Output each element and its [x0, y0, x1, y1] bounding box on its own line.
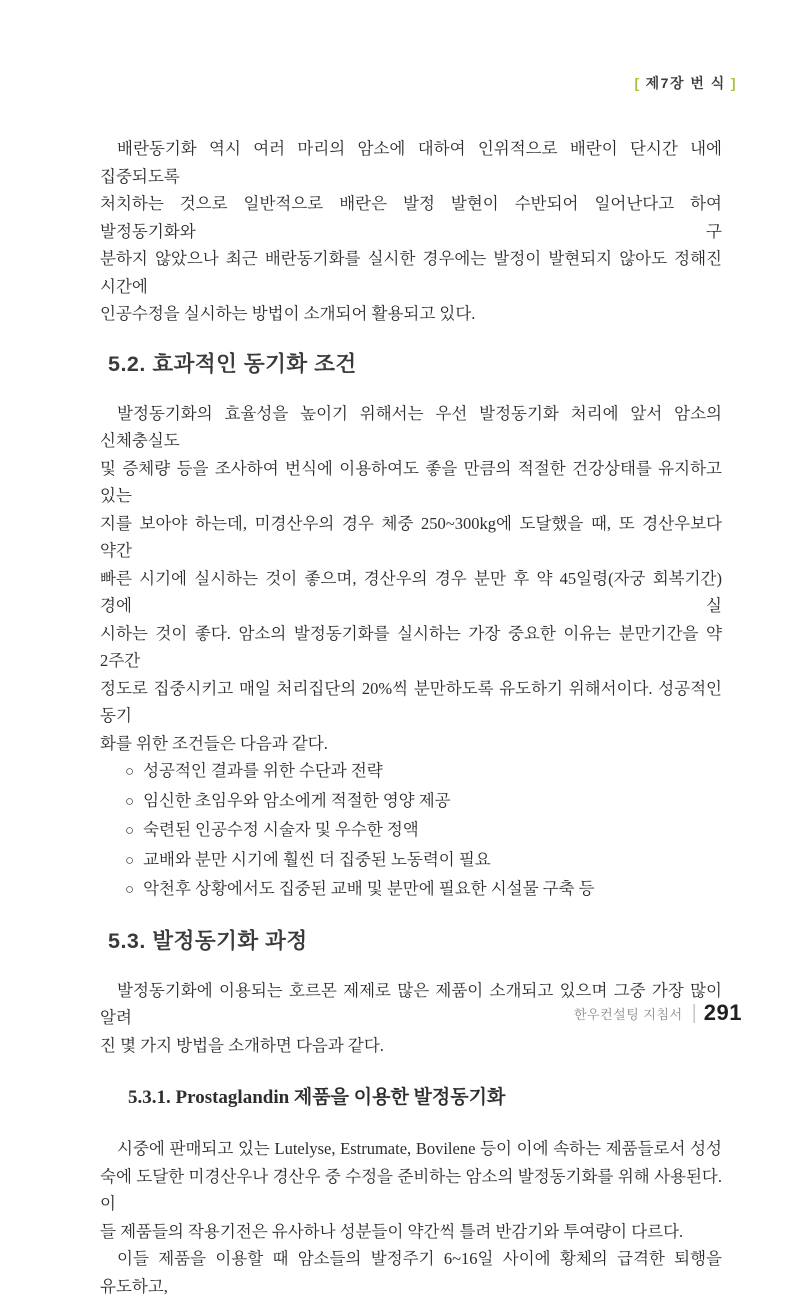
circle-bullet-icon: ○ [125, 764, 135, 780]
circle-bullet-icon: ○ [125, 823, 135, 839]
list-item-text: 숙련된 인공수정 시술자 및 우수한 정액 [143, 820, 419, 839]
list-item [125, 787, 722, 817]
bracket-open: [ [634, 75, 641, 91]
paragraph [100, 1245, 722, 1300]
list-item-text: 교배와 분만 시기에 훨씬 더 집중된 노동력이 필요 [143, 849, 491, 869]
paragraph [100, 1135, 722, 1245]
text-line: 이들 제품을 이용할 때 암소들의 발정주기 6~16일 사이에 황체의 급격한 퇴행을 유도하고, [100, 1249, 722, 1296]
text-line: 화를 위한 조건들은 다음과 같다. [100, 733, 328, 753]
list-item [125, 757, 722, 787]
paragraph [100, 400, 722, 758]
text-line: 지를 보아야 하는데, 미경산우의 경우 체중 250~300kg에 도달했을 때, 또 경산우보다 약간 [100, 513, 722, 560]
list-item [125, 816, 722, 846]
text-line: 들 제품들의 작용기전은 유사하나 성분들이 약간씩 틀려 반감기와 투여량이 다르다. [100, 1221, 684, 1241]
list-item [125, 875, 722, 905]
section-heading: 5.3. 발정동기화 과정 [108, 928, 308, 953]
list-item-text: 임신한 초임우와 암소에게 적절한 영양 제공 [143, 790, 451, 810]
text-line: 발정동기화의 효율성을 높이기 위해서는 우선 발정동기화 처리에 앞서 암소의 신체충실도 [100, 403, 722, 450]
footer-separator: | [691, 1001, 697, 1024]
chapter-header [634, 74, 737, 92]
text-line: 숙에 도달한 미경산우나 경산우 중 수정을 준비하는 암소의 발정동기화를 위해 사용된다. 이 [100, 1166, 722, 1213]
page-content [100, 135, 722, 1300]
page-number: 291 [703, 1000, 742, 1025]
text-line: 배란동기화 역시 여러 마리의 암소에 대하여 인위적으로 배란이 단시간 내에 집중되도록 [100, 139, 722, 186]
text-line: 발정동기화에 이용되는 호르몬 제제로 많은 제품이 소개되고 있으며 그중 가장 많이 알려 [100, 980, 722, 1027]
text-line: 시중에 판매되고 있는 Lutelyse, Estrumate, Bovilene 등이 이에 속하는 제품들로서 성성 [117, 1139, 722, 1158]
section-heading: 5.2. 효과적인 동기화 조건 [108, 351, 357, 376]
subsection-heading: 5.3.1. Prostaglandin 제품을 이용한 발정동기화 [128, 1087, 506, 1108]
chapter-title: 제7장 번 식 [645, 75, 726, 91]
text-line: 처치하는 것으로 일반적으로 배란은 발정 발현이 수반되어 일어난다고 하여 발정동기화와 구 [100, 194, 722, 241]
circle-bullet-icon: ○ [125, 852, 135, 869]
text-line: 인공수정을 실시하는 방법이 소개되어 활용되고 있다. [100, 304, 476, 323]
bracket-close: ] [730, 75, 737, 91]
text-line: 시하는 것이 좋다. 암소의 발정동기화를 실시하는 가장 중요한 이유는 분만기간을 약 2주간 [100, 623, 722, 670]
book-title: 한우컨설팅 지침서 [574, 1006, 683, 1022]
list-item-text: 성공적인 결과를 위한 수단과 전략 [143, 761, 383, 780]
text-line: 정도로 집중시키고 매일 처리집단의 20%씩 분만하도록 유도하기 위해서이다. 성공적인 동기 [100, 678, 722, 725]
text-line: 분하지 않았으나 최근 배란동기화를 실시한 경우에는 발정이 발현되지 않아도 정해진 시간에 [100, 249, 722, 296]
list-item [125, 846, 722, 876]
page-footer [574, 1000, 742, 1026]
text-line: 진 몇 가지 방법을 소개하면 다음과 같다. [100, 1035, 384, 1055]
list-item-text: 악천후 상황에서도 집중된 교배 및 분만에 필요한 시설물 구축 등 [143, 879, 595, 898]
bullet-list [100, 757, 722, 905]
text-line: 및 증체량 등을 조사하여 번식에 이용하여도 좋을 만큼의 적절한 건강상태를 유지하고 있는 [100, 458, 722, 505]
text-line: 빠른 시기에 실시하는 것이 좋으며, 경산우의 경우 분만 후 약 45일령(자궁 회복기간) 경에 실 [100, 568, 722, 615]
circle-bullet-icon: ○ [125, 793, 135, 810]
paragraph [100, 135, 722, 328]
circle-bullet-icon: ○ [125, 882, 135, 898]
